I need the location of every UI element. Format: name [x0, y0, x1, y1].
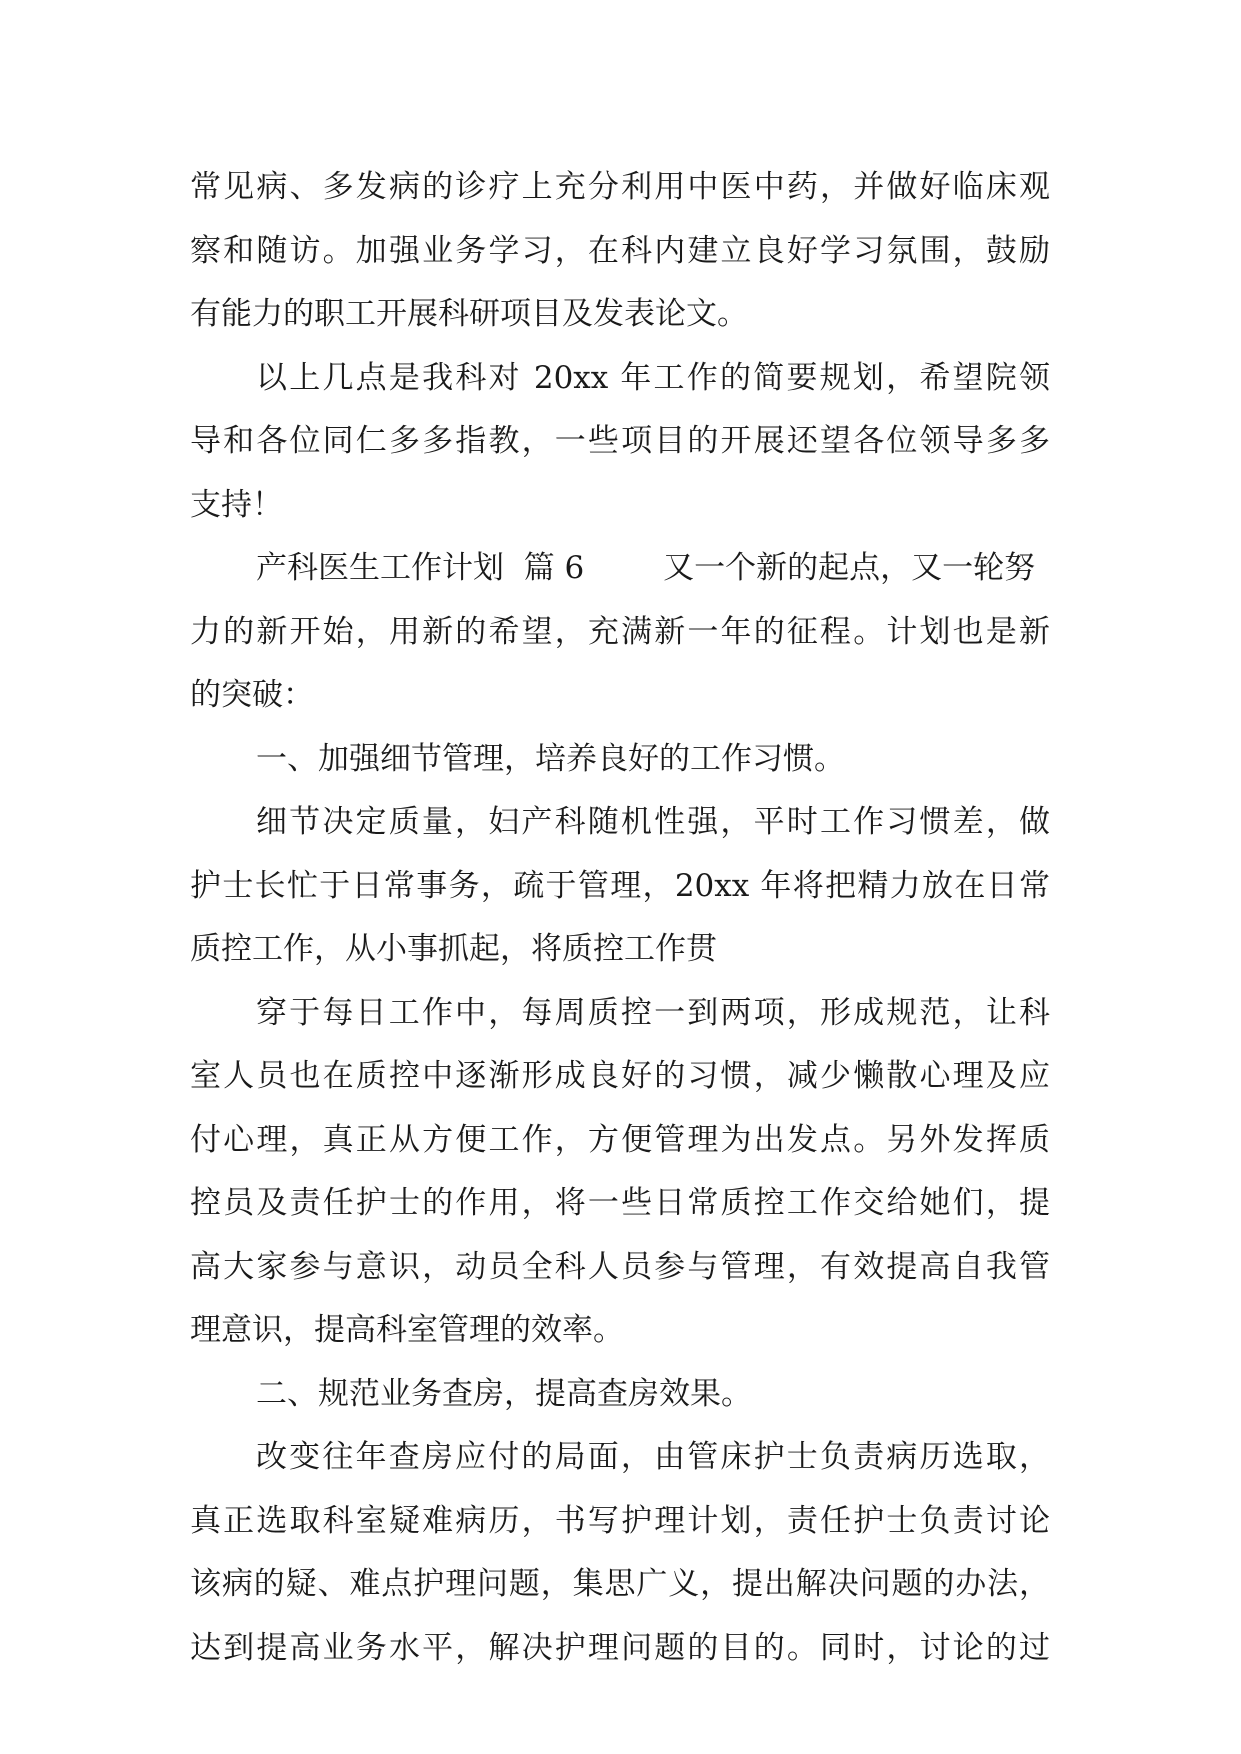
text-line: 理意识，提高科室管理的效率。 — [190, 1312, 624, 1348]
text-line: 质控工作，从小事抓起，将质控工作贯 — [190, 931, 717, 967]
text-line: 以上几点是我科对 20xx 年工作的简要规划，希望院领 — [256, 359, 1050, 396]
section-heading-line: 产科医生工作计划 篇 6 又一个新的起点，又一轮努 — [256, 550, 1036, 586]
text-line: 改变往年查房应付的局面，由管床护士负责病历选取， — [256, 1439, 1050, 1475]
document-body — [190, 156, 1050, 1680]
text-line: 导和各位同仁多多指教，一些项目的开展还望各位领导多多 — [190, 423, 1050, 459]
text-line: 有能力的职工开展科研项目及发表论文。 — [190, 296, 748, 332]
text-line: 付心理，真正从方便工作，方便管理为出发点。另外发挥质 — [190, 1121, 1050, 1158]
text-line: 察和随访。加强业务学习，在科内建立良好学习氛围，鼓励 — [190, 232, 1050, 269]
text-line: 细节决定质量，妇产科随机性强，平时工作习惯差，做 — [256, 804, 1050, 840]
text-line: 常见病、多发病的诊疗上充分利用中医中药，并做好临床观 — [190, 169, 1050, 205]
text-line: 力的新开始，用新的希望，充满新一年的征程。计划也是新 — [190, 613, 1050, 650]
text-line: 高大家参与意识，动员全科人员参与管理，有效提高自我管 — [190, 1248, 1050, 1285]
text-line: 的突破： — [190, 677, 314, 713]
text-line: 控员及责任护士的作用，将一些日常质控工作交给她们，提 — [190, 1185, 1050, 1221]
text-line: 真正选取科室疑难病历，书写护理计划，责任护士负责讨论 — [190, 1502, 1050, 1539]
text-line: 该病的疑、难点护理问题，集思广义，提出解决问题的办法， — [190, 1566, 1050, 1602]
text-line: 护士长忙于日常事务，疏于管理，20xx 年将把精力放在日常 — [190, 867, 1050, 904]
text-line: 穿于每日工作中，每周质控一到两项，形成规范，让科 — [256, 994, 1050, 1031]
text-line: 支持！ — [190, 486, 283, 523]
text-line: 室人员也在质控中逐渐形成良好的习惯，减少懒散心理及应 — [190, 1058, 1050, 1094]
subheading-line: 一、加强细节管理，培养良好的工作习惯。 — [256, 740, 845, 777]
subheading-line: 二、规范业务查房，提高查房效果。 — [256, 1375, 752, 1412]
text-line: 达到提高业务水平，解决护理问题的目的。同时，讨论的过 — [190, 1629, 1050, 1666]
